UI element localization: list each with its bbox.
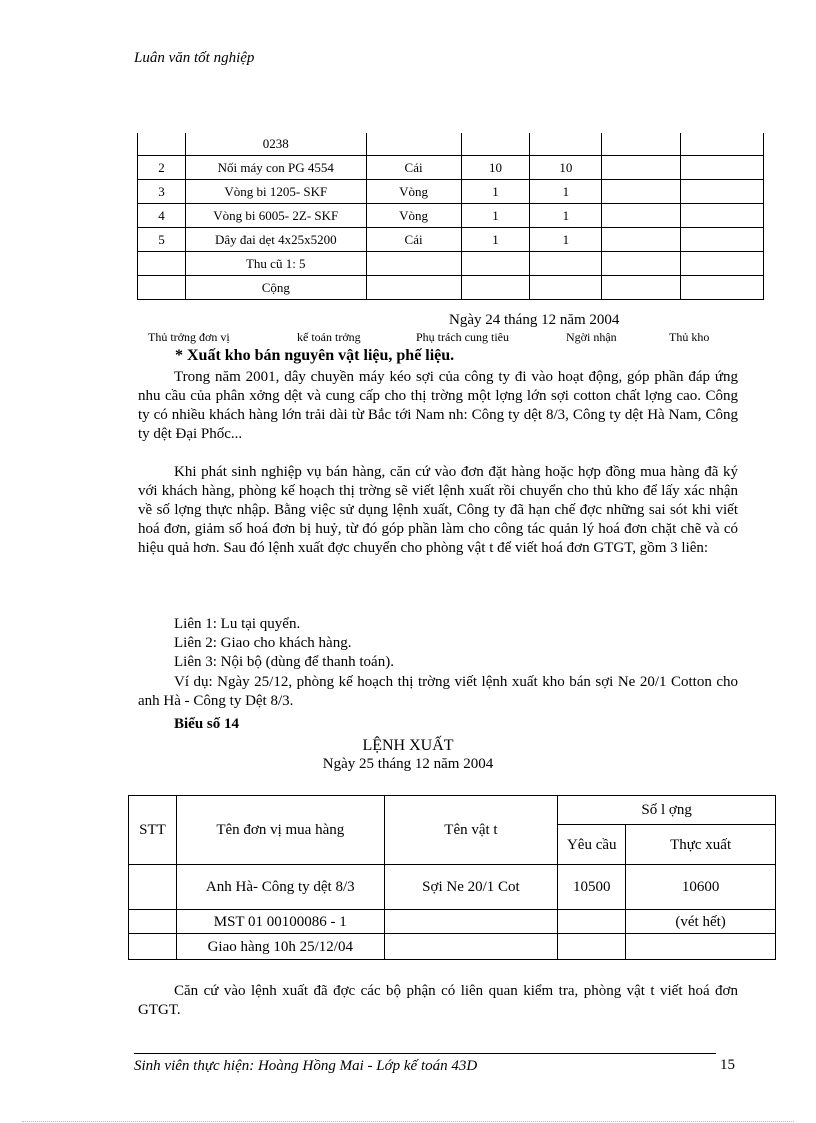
copy-1: Liên 1: Lu tại quyển. xyxy=(174,616,301,632)
order-cell-requested xyxy=(558,934,626,960)
table-cell-q1: 1 xyxy=(461,204,530,228)
table-cell-c7 xyxy=(681,252,764,276)
table-cell-c6 xyxy=(602,180,681,204)
order-cell-actual: (vét hết) xyxy=(626,910,776,934)
table-row xyxy=(138,156,764,180)
table-cell-unit: Cái xyxy=(366,156,461,180)
table-cell-c6 xyxy=(602,133,681,156)
table-cell-q1: 10 xyxy=(461,156,530,180)
table-cell-q2 xyxy=(530,276,602,300)
table-cell-q1: 1 xyxy=(461,180,530,204)
header-actual: Thực xuất xyxy=(626,825,776,865)
table-cell-unit xyxy=(366,276,461,300)
paragraph-1: Trong năm 2001, dây chuyền máy kéo sợi của công ty đi vào hoạt động, góp phần đáp ứng nhu cầu của phân xởng dệt và cung cấp cho thị trờng một lợng lớn sợi cotton chất lợng cao. Công ty có nhiều khách hàng lớn trải dài từ Bắc tới Nam nh: Công ty dệt 8/3, Công ty dệt Hà Nam, Công ty dệt Đại Phốc... xyxy=(138,369,738,442)
table-cell-name: Vòng bi 6005- 2Z- SKF xyxy=(185,204,366,228)
table-cell-stt xyxy=(138,252,186,276)
signature-receiver: Ngời nhận xyxy=(566,330,617,344)
order-cell-stt xyxy=(129,865,177,910)
order-cell-requested: 10500 xyxy=(558,865,626,910)
table-cell-q2 xyxy=(530,252,602,276)
table-cell-name: Thu cũ 1: 5 xyxy=(185,252,366,276)
section-heading: * Xuất kho bán nguyên vật liệu, phế liệu. xyxy=(175,347,455,364)
table-cell-c7 xyxy=(681,133,764,156)
running-footer: Sinh viên thực hiện: Hoàng Hồng Mai - Lớp kế toán 43D xyxy=(134,1058,478,1074)
order-cell-actual xyxy=(626,934,776,960)
header-item: Tên vật t xyxy=(384,796,558,865)
signature-supply: Phụ trách cung tiêu xyxy=(416,330,509,344)
table-cell-name: Cộng xyxy=(185,276,366,300)
table-cell-unit: Vòng xyxy=(366,204,461,228)
table-cell-c6 xyxy=(602,252,681,276)
table-cell-name: 0238 xyxy=(185,133,366,156)
order-cell-item xyxy=(384,910,558,934)
paragraph-3: Ví dụ: Ngày 25/12, phòng kế hoạch thị trờng viết lệnh xuất kho bán sợi Ne 20/1 Cotton cho anh Hà - Công ty Dệt 8/3. xyxy=(138,674,738,709)
table-cell-c6 xyxy=(602,204,681,228)
table-cell-q2: 10 xyxy=(530,156,602,180)
table-row xyxy=(138,228,764,252)
header-quantity: Số l ợng xyxy=(558,796,776,825)
signature-storekeeper: Thủ kho xyxy=(669,330,710,344)
page-number: 15 xyxy=(720,1057,735,1073)
table-cell-c7 xyxy=(681,204,764,228)
table-cell-q1 xyxy=(461,252,530,276)
order-cell-item xyxy=(384,934,558,960)
table-cell-q2: 1 xyxy=(530,228,602,252)
copy-3: Liên 3: Nội bộ (dùng để thanh toán). xyxy=(174,654,394,670)
table-row xyxy=(138,276,764,300)
table-cell-unit xyxy=(366,133,461,156)
table-cell-q2: 1 xyxy=(530,204,602,228)
table-cell-stt: 3 xyxy=(138,180,186,204)
table-cell-c7 xyxy=(681,276,764,300)
table-cell-c7 xyxy=(681,180,764,204)
order-cell-item: Sợi Ne 20/1 Cot xyxy=(384,865,558,910)
table-cell-q1 xyxy=(461,276,530,300)
table-cell-c7 xyxy=(681,156,764,180)
order-cell-actual: 10600 xyxy=(626,865,776,910)
table-cell-c6 xyxy=(602,156,681,180)
table-cell-name: Dây đai dẹt 4x25x5200 xyxy=(185,228,366,252)
table-cell-name: Nối máy con PG 4554 xyxy=(185,156,366,180)
table-cell-unit xyxy=(366,252,461,276)
table-cell-q2 xyxy=(530,133,602,156)
order-title: LỆNH XUẤT xyxy=(362,737,454,754)
signature-head: Thủ trởng đơn vị xyxy=(148,330,230,344)
table-cell-q1: 1 xyxy=(461,228,530,252)
table-cell-name: Vòng bi 1205- SKF xyxy=(185,180,366,204)
order-cell-buyer: MST 01 00100086 - 1 xyxy=(176,910,384,934)
order-cell-stt xyxy=(129,934,177,960)
signature-chief-accountant: kế toán trởng xyxy=(297,330,361,344)
order-cell-requested xyxy=(558,910,626,934)
table-cell-stt: 5 xyxy=(138,228,186,252)
table-cell-unit: Vòng xyxy=(366,180,461,204)
table-cell-stt: 4 xyxy=(138,204,186,228)
copy-2: Liên 2: Giao cho khách hàng. xyxy=(174,635,352,651)
table-cell-q1 xyxy=(461,133,530,156)
order-cell-buyer: Anh Hà- Công ty dệt 8/3 xyxy=(176,865,384,910)
footer-rule xyxy=(134,1053,716,1054)
paragraph-4: Căn cứ vào lệnh xuất đã đợc các bộ phận có liên quan kiểm tra, phòng vật t viết hoá đơn GTGT. xyxy=(138,983,738,1018)
table-row xyxy=(138,204,764,228)
figure-label: Biểu số 14 xyxy=(174,716,240,732)
table-cell-stt xyxy=(138,133,186,156)
running-header: Luân văn tốt nghiệp xyxy=(134,50,255,66)
order-date: Ngày 25 tháng 12 năm 2004 xyxy=(322,756,494,772)
table-cell-stt xyxy=(138,276,186,300)
table-cell-c6 xyxy=(602,228,681,252)
table-cell-stt: 2 xyxy=(138,156,186,180)
header-requested: Yêu cầu xyxy=(558,825,626,865)
header-buyer: Tên đơn vị mua hàng xyxy=(176,796,384,865)
order-table xyxy=(128,795,776,960)
table-cell-q2: 1 xyxy=(530,180,602,204)
date-line: Ngày 24 tháng 12 năm 2004 xyxy=(449,312,620,328)
table-row xyxy=(138,252,764,276)
table-cell-c6 xyxy=(602,276,681,300)
paragraph-2: Khi phát sinh nghiệp vụ bán hàng, căn cứ vào đơn đặt hàng hoặc hợp đồng mua hàng đã ký với khách hàng, phòng kế hoạch thị trờng sẽ viết lệnh xuất rồi chuyển cho thủ kho để lấy xác nhận về số lợng thực nhập. Bằng việc sử dụng lệnh xuất, Công ty đã hạn chế đợc những sai sót khi viết hoá đơn, giảm số hoá đơn bị huỷ, từ đó góp phần làm cho công tác quản lý hoá đơn chặt chẽ và có hiệu quả hơn. Sau đó lệnh xuất đợc chuyển cho phòng vật t để viết hoá đơn GTGT, gồm 3 liên: xyxy=(138,464,738,556)
materials-table xyxy=(137,133,764,300)
table-cell-unit: Cái xyxy=(366,228,461,252)
table-row xyxy=(138,133,764,156)
page-bottom-dots xyxy=(22,1121,794,1122)
order-cell-buyer: Giao hàng 10h 25/12/04 xyxy=(176,934,384,960)
header-stt: STT xyxy=(129,796,177,865)
table-cell-c7 xyxy=(681,228,764,252)
table-row xyxy=(138,180,764,204)
order-cell-stt xyxy=(129,910,177,934)
